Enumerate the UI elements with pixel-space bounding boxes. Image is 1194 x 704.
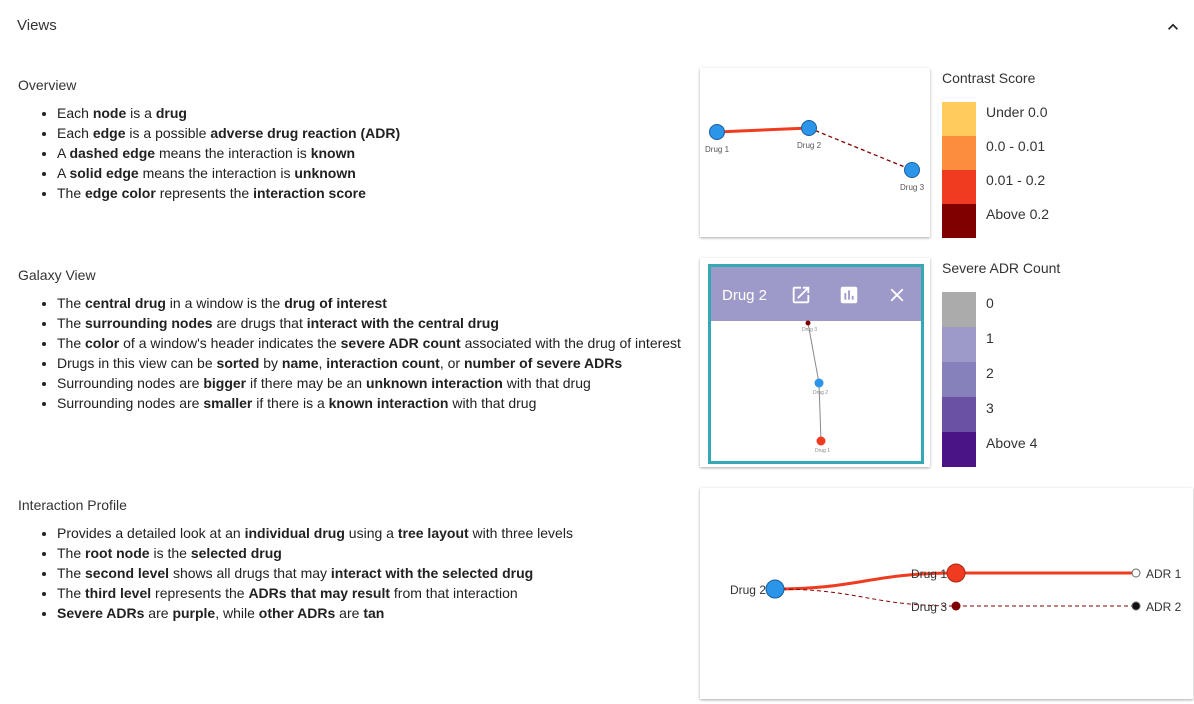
galaxy-node-label: Drug 3 <box>802 327 818 333</box>
overview-bullets <box>18 103 400 203</box>
profile-tree-card <box>700 488 1193 699</box>
bullet-item: • The root node is the selected drug <box>57 543 573 563</box>
severe-swatch <box>942 362 976 397</box>
severe-legend-title: Severe ADR Count <box>942 260 1061 276</box>
bullet-item: • The central drug in a window is the drug of interest <box>57 293 681 313</box>
contrast-label: Above 0.2 <box>986 206 1050 222</box>
severe-label: 2 <box>986 365 994 381</box>
bullet-item: • The second level shows all drugs that may interact with the selected drug <box>57 563 573 583</box>
contrast-swatch <box>942 204 976 238</box>
galaxy-bullets <box>18 293 681 413</box>
tree-node-drug3[interactable] <box>952 602 961 611</box>
overview-title: Overview <box>18 77 77 93</box>
tree-node-adr1[interactable] <box>1132 569 1140 577</box>
profile-bullets <box>18 523 573 623</box>
tree-node-drug1[interactable] <box>947 564 965 582</box>
contrast-label: 0.0 - 0.01 <box>986 138 1046 154</box>
bullet-item: • The color of a window's header indicates the severe ADR count associated with the drug of interest <box>57 333 681 353</box>
bullet-item: • Each edge is a possible adverse drug reaction (ADR) <box>57 123 400 143</box>
galaxy-node-drug-3[interactable] <box>806 321 811 326</box>
severe-label: 1 <box>986 330 994 346</box>
profile-title: Interaction Profile <box>18 497 127 513</box>
galaxy-title: Galaxy View <box>18 267 96 283</box>
severe-label: 3 <box>986 400 994 416</box>
tree-node-adr2[interactable] <box>1132 602 1140 610</box>
severe-swatch <box>942 432 976 467</box>
overview-graph <box>700 68 930 237</box>
bullet-item: • Severe ADRs are purple, while other ADRs are tan <box>57 603 573 623</box>
contrast-swatch <box>942 102 976 136</box>
tree-node-root[interactable] <box>766 580 784 598</box>
tree-label-drug: Drug 3 <box>910 600 947 614</box>
bullet-item: • Surrounding nodes are smaller if there is a known interaction with that drug <box>57 393 681 413</box>
bullet-item: • Each node is a drug <box>57 103 400 123</box>
bullet-item: • The edge color represents the interaction score <box>57 183 400 203</box>
node-drug-1[interactable] <box>710 125 725 140</box>
panel-title: Views <box>17 17 57 34</box>
profile-tree <box>700 488 1193 699</box>
bullet-item: • A solid edge means the interaction is unknown <box>57 163 400 183</box>
tree-label-adr: ADR 1 <box>1146 567 1182 581</box>
galaxy-node-drug-1[interactable] <box>817 437 826 446</box>
node-label: Drug 2 <box>797 141 822 150</box>
contrast-swatch <box>942 170 976 204</box>
node-label: Drug 3 <box>900 183 925 192</box>
contrast-label: Under 0.0 <box>986 104 1048 120</box>
severe-label: Above 4 <box>986 435 1038 451</box>
galaxy-node-label: Drug 2 <box>813 390 829 396</box>
bullet-item: • Provides a detailed look at an individual drug using a tree layout with three levels <box>57 523 573 543</box>
severe-swatch <box>942 292 976 327</box>
galaxy-window-title: Drug 2 <box>722 287 768 304</box>
node-label: Drug 1 <box>705 145 730 154</box>
tree-label-drug: Drug 1 <box>910 567 947 581</box>
severe-swatch <box>942 397 976 432</box>
severe-label: 0 <box>986 295 994 311</box>
tree-label-root: Drug 2 <box>729 583 766 597</box>
chevron-up-icon[interactable] <box>1163 17 1183 37</box>
contrast-label: 0.01 - 0.2 <box>986 172 1046 188</box>
bullet-item: • Drugs in this view can be sorted by name, interaction count, or number of severe ADRs <box>57 353 681 373</box>
node-drug-3[interactable] <box>905 163 920 178</box>
views-panel-header[interactable] <box>0 0 1194 52</box>
bullet-item: • The third level represents the ADRs that may result from that interaction <box>57 583 573 603</box>
contrast-swatch <box>942 136 976 170</box>
galaxy-graph <box>711 267 921 461</box>
galaxy-window[interactable] <box>708 264 924 464</box>
galaxy-node-drug-2[interactable] <box>815 379 824 388</box>
overview-graph-card <box>700 68 930 237</box>
node-drug-2[interactable] <box>802 121 817 136</box>
tree-label-adr: ADR 2 <box>1146 600 1182 614</box>
contrast-legend-title: Contrast Score <box>942 70 1036 86</box>
severe-swatch <box>942 327 976 362</box>
bullet-item: • A dashed edge means the interaction is known <box>57 143 400 163</box>
bullet-item: • Surrounding nodes are bigger if there may be an unknown interaction with that drug <box>57 373 681 393</box>
bullet-item: • The surrounding nodes are drugs that interact with the central drug <box>57 313 681 333</box>
edge-drug2-drug3 <box>809 128 912 170</box>
galaxy-node-label: Drug 1 <box>815 448 831 454</box>
edge-drug1-drug2 <box>717 128 809 132</box>
